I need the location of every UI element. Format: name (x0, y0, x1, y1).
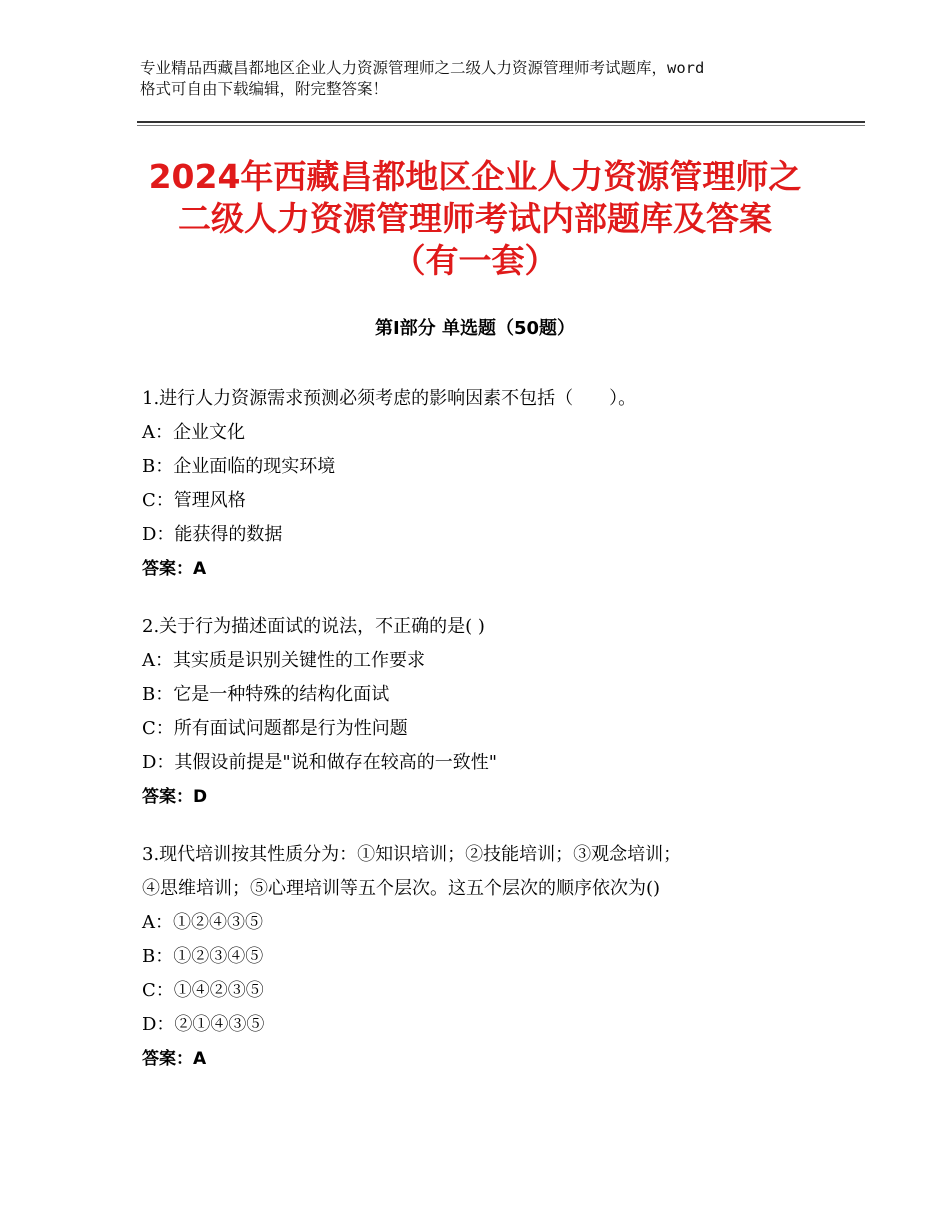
section-heading: 第Ⅰ部分 单选题（50题） (374, 318, 575, 339)
header-divider (137, 121, 865, 123)
option-a: A：①②④③⑤ (142, 912, 263, 933)
title-line: 2024年西藏昌都地区企业人力资源管理师之 (148, 157, 802, 196)
question-stem: 3.现代培训按其性质分为：①知识培训；②技能培训；③观念培训； (142, 844, 682, 865)
question-3 (142, 838, 842, 1076)
option-c: C：所有面试问题都是行为性问题 (142, 718, 408, 739)
option-b: B：企业面临的现实环境 (142, 456, 336, 477)
option-c: C：管理风格 (142, 490, 246, 511)
question-1 (142, 382, 842, 586)
title-line: （有一套） (392, 241, 558, 280)
option-d: D：能获得的数据 (142, 524, 283, 545)
header-divider-thin (137, 125, 865, 126)
question-2 (142, 610, 842, 814)
answer: 答案：A (142, 559, 207, 579)
option-c: C：①④②③⑤ (142, 980, 264, 1001)
question-list (142, 382, 842, 1100)
option-d: D：其假设前提是"说和做存在较高的一致性" (142, 752, 497, 773)
option-a: A：企业文化 (142, 422, 245, 443)
question-stem: 2.关于行为描述面试的说法，不正确的是( ) (142, 616, 485, 637)
document-title (100, 156, 850, 282)
option-d: D：②①④③⑤ (142, 1014, 265, 1035)
header-note-line: 格式可自由下载编辑，附完整答案！ (140, 80, 389, 98)
option-a: A：其实质是识别关键性的工作要求 (142, 650, 425, 671)
header-note (140, 58, 830, 100)
question-stem-continued: ④思维培训；⑤心理培训等五个层次。这五个层次的顺序依次为() (142, 878, 661, 899)
option-b: B：①②③④⑤ (142, 946, 264, 967)
answer: 答案：D (142, 787, 208, 807)
header-note-line: 专业精品西藏昌都地区企业人力资源管理师之二级人力资源管理师考试题库，word (140, 59, 705, 77)
question-stem: 1.进行人力资源需求预测必须考虑的影响因素不包括（ ）。 (142, 388, 637, 409)
option-b: B：它是一种特殊的结构化面试 (142, 684, 390, 705)
title-line: 二级人力资源管理师考试内部题库及答案 (178, 199, 772, 238)
answer: 答案：A (142, 1049, 207, 1069)
